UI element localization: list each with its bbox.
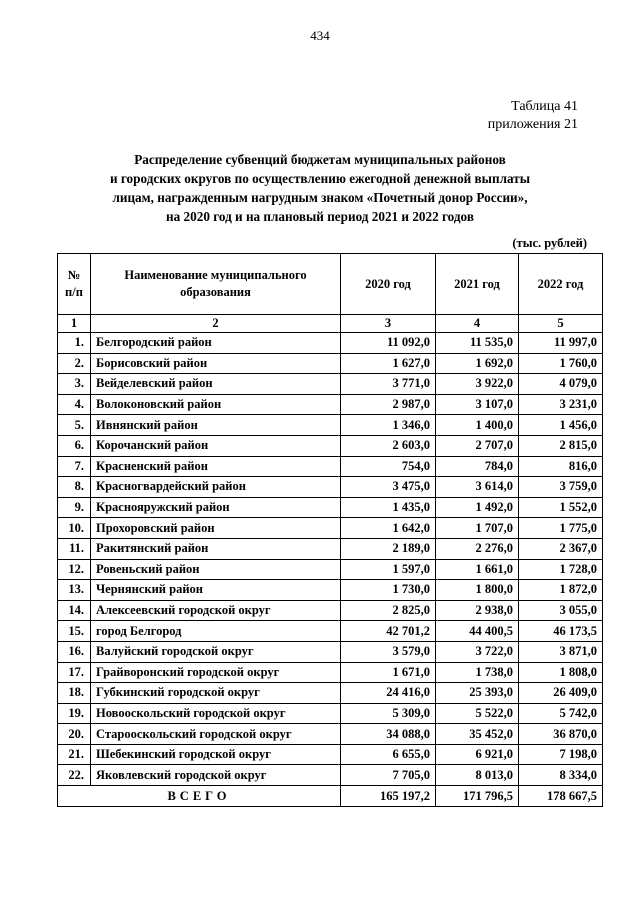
total-label: ВСЕГО	[58, 786, 341, 807]
row-name: Борисовский район	[91, 353, 341, 374]
row-name: Прохоровский район	[91, 518, 341, 539]
table-reference	[488, 98, 578, 134]
row-2020: 1 346,0	[341, 415, 436, 436]
row-name: Корочанский район	[91, 435, 341, 456]
title-line4: на 2020 год и на плановый период 2021 и 2022 годов	[166, 209, 474, 224]
table-row	[58, 477, 603, 498]
table-row	[58, 580, 603, 601]
table-row	[58, 353, 603, 374]
table-header-row	[58, 254, 603, 315]
row-2020: 2 189,0	[341, 538, 436, 559]
table-row	[58, 518, 603, 539]
row-2021: 44 400,5	[436, 621, 519, 642]
table-row	[58, 333, 603, 354]
column-number-row	[58, 315, 603, 333]
page-number: 434	[310, 28, 330, 43]
row-name: Яковлевский городской округ	[91, 765, 341, 786]
row-2021: 2 707,0	[436, 435, 519, 456]
row-2022: 1 808,0	[519, 662, 603, 683]
row-2021: 2 276,0	[436, 538, 519, 559]
row-2022: 2 367,0	[519, 538, 603, 559]
row-name: Новооскольский городской округ	[91, 703, 341, 724]
row-2021: 784,0	[436, 456, 519, 477]
row-2022: 5 742,0	[519, 703, 603, 724]
row-name: Ракитянский район	[91, 538, 341, 559]
title-line2: и городских округов по осуществлению ежегодной денежной выплаты	[110, 171, 530, 186]
row-2022: 3 231,0	[519, 394, 603, 415]
row-2021: 8 013,0	[436, 765, 519, 786]
table-row	[58, 456, 603, 477]
table-row	[58, 662, 603, 683]
table-row	[58, 641, 603, 662]
row-2020: 2 603,0	[341, 435, 436, 456]
table-row	[58, 683, 603, 704]
row-number: 12.	[58, 559, 91, 580]
row-2022: 3 759,0	[519, 477, 603, 498]
row-2021: 3 614,0	[436, 477, 519, 498]
table-row	[58, 374, 603, 395]
row-2020: 1 597,0	[341, 559, 436, 580]
row-name: Ровеньский район	[91, 559, 341, 580]
row-number: 10.	[58, 518, 91, 539]
title-line3: лицам, награжденным нагрудным знаком «Почетный донор России»,	[112, 190, 528, 205]
row-2020: 7 705,0	[341, 765, 436, 786]
row-name: Красногвардейский район	[91, 477, 341, 498]
subsidy-table	[57, 253, 603, 807]
row-2022: 1 456,0	[519, 415, 603, 436]
header-2021: 2021 год	[436, 254, 519, 315]
table-row	[58, 744, 603, 765]
row-number: 6.	[58, 435, 91, 456]
header-name: Наименование муниципального образования	[91, 254, 341, 315]
row-number: 17.	[58, 662, 91, 683]
col-number: 1	[58, 315, 91, 333]
row-number: 11.	[58, 538, 91, 559]
row-number: 19.	[58, 703, 91, 724]
total-2021: 171 796,5	[436, 786, 519, 807]
col-number: 4	[436, 315, 519, 333]
row-name: Алексеевский городской округ	[91, 600, 341, 621]
table-row	[58, 394, 603, 415]
row-name: Белгородский район	[91, 333, 341, 354]
row-2021: 3 107,0	[436, 394, 519, 415]
row-2022: 1 775,0	[519, 518, 603, 539]
table-body	[58, 333, 603, 786]
row-2020: 11 092,0	[341, 333, 436, 354]
row-2022: 8 334,0	[519, 765, 603, 786]
row-2022: 816,0	[519, 456, 603, 477]
title-line1: Распределение субвенций бюджетам муниципальных районов	[134, 152, 506, 167]
row-name: Ивнянский район	[91, 415, 341, 436]
row-2020: 1 671,0	[341, 662, 436, 683]
row-2020: 2 987,0	[341, 394, 436, 415]
row-2021: 1 492,0	[436, 497, 519, 518]
row-2020: 34 088,0	[341, 724, 436, 745]
row-name: Губкинский городской округ	[91, 683, 341, 704]
row-2021: 3 722,0	[436, 641, 519, 662]
table-reference-line1: Таблица 41	[511, 99, 578, 114]
row-2020: 42 701,2	[341, 621, 436, 642]
row-name: Старооскольский городской округ	[91, 724, 341, 745]
row-name: Грайворонский городской округ	[91, 662, 341, 683]
row-2020: 754,0	[341, 456, 436, 477]
row-name: Валуйский городской округ	[91, 641, 341, 662]
row-number: 9.	[58, 497, 91, 518]
table-row	[58, 600, 603, 621]
row-2020: 3 475,0	[341, 477, 436, 498]
header-num: № п/п	[58, 254, 91, 315]
table-row	[58, 435, 603, 456]
table-row	[58, 765, 603, 786]
row-2020: 5 309,0	[341, 703, 436, 724]
row-2022: 46 173,5	[519, 621, 603, 642]
row-2021: 1 661,0	[436, 559, 519, 580]
row-name: город Белгород	[91, 621, 341, 642]
row-2021: 6 921,0	[436, 744, 519, 765]
row-name: Красненский район	[91, 456, 341, 477]
row-2021: 5 522,0	[436, 703, 519, 724]
document-title	[60, 150, 580, 226]
row-2022: 1 552,0	[519, 497, 603, 518]
row-number: 16.	[58, 641, 91, 662]
row-2022: 4 079,0	[519, 374, 603, 395]
row-number: 15.	[58, 621, 91, 642]
row-2022: 1 872,0	[519, 580, 603, 601]
total-row	[58, 786, 603, 807]
row-number: 3.	[58, 374, 91, 395]
row-2022: 2 815,0	[519, 435, 603, 456]
table-row	[58, 538, 603, 559]
row-2021: 1 400,0	[436, 415, 519, 436]
row-name: Волоконовский район	[91, 394, 341, 415]
row-2020: 3 771,0	[341, 374, 436, 395]
row-2022: 3 871,0	[519, 641, 603, 662]
row-2022: 3 055,0	[519, 600, 603, 621]
row-2022: 1 760,0	[519, 353, 603, 374]
table-row	[58, 724, 603, 745]
row-2021: 25 393,0	[436, 683, 519, 704]
row-2020: 2 825,0	[341, 600, 436, 621]
row-number: 14.	[58, 600, 91, 621]
total-2020: 165 197,2	[341, 786, 436, 807]
row-number: 22.	[58, 765, 91, 786]
row-2021: 1 707,0	[436, 518, 519, 539]
row-number: 7.	[58, 456, 91, 477]
units-label: (тыс. рублей)	[512, 236, 587, 250]
row-2020: 1 642,0	[341, 518, 436, 539]
total-2022: 178 667,5	[519, 786, 603, 807]
table-row	[58, 497, 603, 518]
table-row	[58, 621, 603, 642]
row-2020: 1 435,0	[341, 497, 436, 518]
row-number: 5.	[58, 415, 91, 436]
table-reference-line2: приложения 21	[487, 117, 578, 132]
row-number: 21.	[58, 744, 91, 765]
row-number: 20.	[58, 724, 91, 745]
row-number: 8.	[58, 477, 91, 498]
header-2022: 2022 год	[519, 254, 603, 315]
row-2021: 1 800,0	[436, 580, 519, 601]
table-row	[58, 703, 603, 724]
row-2022: 7 198,0	[519, 744, 603, 765]
col-number: 2	[91, 315, 341, 333]
row-number: 2.	[58, 353, 91, 374]
table-row	[58, 559, 603, 580]
row-2020: 24 416,0	[341, 683, 436, 704]
row-2022: 1 728,0	[519, 559, 603, 580]
row-2021: 2 938,0	[436, 600, 519, 621]
row-2021: 1 738,0	[436, 662, 519, 683]
table-row	[58, 415, 603, 436]
row-2020: 3 579,0	[341, 641, 436, 662]
row-2020: 6 655,0	[341, 744, 436, 765]
row-name: Вейделевский район	[91, 374, 341, 395]
row-2020: 1 627,0	[341, 353, 436, 374]
row-number: 4.	[58, 394, 91, 415]
row-name: Чернянский район	[91, 580, 341, 601]
row-2022: 36 870,0	[519, 724, 603, 745]
row-2021: 35 452,0	[436, 724, 519, 745]
row-2021: 3 922,0	[436, 374, 519, 395]
row-2021: 1 692,0	[436, 353, 519, 374]
row-2022: 11 997,0	[519, 333, 603, 354]
row-number: 1.	[58, 333, 91, 354]
row-2022: 26 409,0	[519, 683, 603, 704]
row-number: 13.	[58, 580, 91, 601]
row-2020: 1 730,0	[341, 580, 436, 601]
row-number: 18.	[58, 683, 91, 704]
row-2021: 11 535,0	[436, 333, 519, 354]
header-2020: 2020 год	[341, 254, 436, 315]
row-name: Краснояружский район	[91, 497, 341, 518]
row-name: Шебекинский городской округ	[91, 744, 341, 765]
col-number: 3	[341, 315, 436, 333]
col-number: 5	[519, 315, 603, 333]
